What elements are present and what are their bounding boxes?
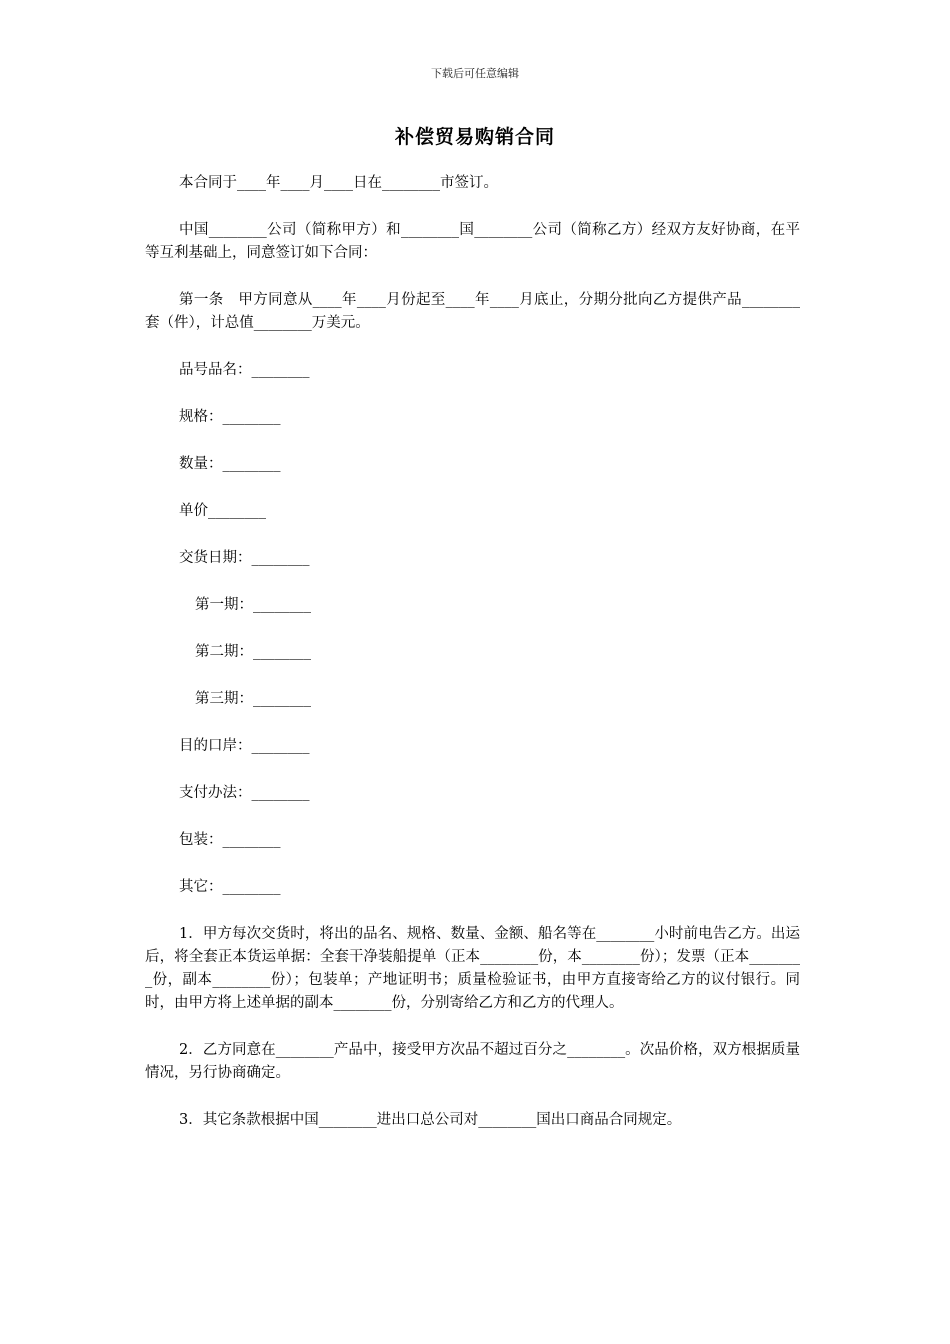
field-destination-port: 目的口岸：________ [179, 738, 310, 754]
field-product-name: 品号品名：________ [179, 362, 310, 378]
parties-paragraph: 中国________公司（简称甲方）和________国________公司（简称乙方）经双方友好协商，在平等互利基础上，同意签订如下合同： [145, 222, 800, 261]
page-header-note: 下载后可任意编辑 [431, 67, 519, 80]
clause-2: 2．乙方同意在________产品中，接受甲方次品不超过百分之________。次品价格，双方根据质量情况，另行协商确定。 [145, 1042, 800, 1081]
clause-3: 3．其它条款根据中国________进出口总公司对________国出口商品合同规定。 [179, 1112, 682, 1128]
field-other: 其它：________ [179, 879, 281, 895]
field-phase-one: 第一期：________ [195, 597, 311, 613]
field-payment-method: 支付办法：________ [179, 785, 310, 801]
field-quantity: 数量：________ [179, 456, 281, 472]
intro-paragraph: 本合同于____年____月____日在________市签订。 [179, 175, 498, 191]
field-delivery-date: 交货日期：________ [179, 550, 310, 566]
field-phase-three: 第三期：________ [195, 691, 311, 707]
article-one-paragraph: 第一条 甲方同意从____年____月份起至____年____月底止，分期分批向乙方提供产品________套（件），计总值________万美元。 [145, 292, 800, 331]
field-unit-price: 单价________ [179, 503, 266, 519]
field-packing: 包装：________ [179, 832, 281, 848]
field-spec: 规格：________ [179, 409, 281, 425]
clause-1: 1．甲方每次交货时，将出的品名、规格、数量、金额、船名等在________小时前电告乙方。出运后，将全套正本货运单据：全套干净装船提单（正本________份，本________份）；发票（正本________份，副本________份）；包装单；产地证明书；质量检验证书，由甲方直接寄给乙方的议付银行。同时，由甲方将上述单据的副本________份，分别寄给乙方和乙方的代理人。 [145, 926, 800, 1011]
document-body [145, 172, 800, 1156]
document-title: 补偿贸易购销合同 [394, 126, 555, 148]
field-phase-two: 第二期：________ [195, 644, 311, 660]
